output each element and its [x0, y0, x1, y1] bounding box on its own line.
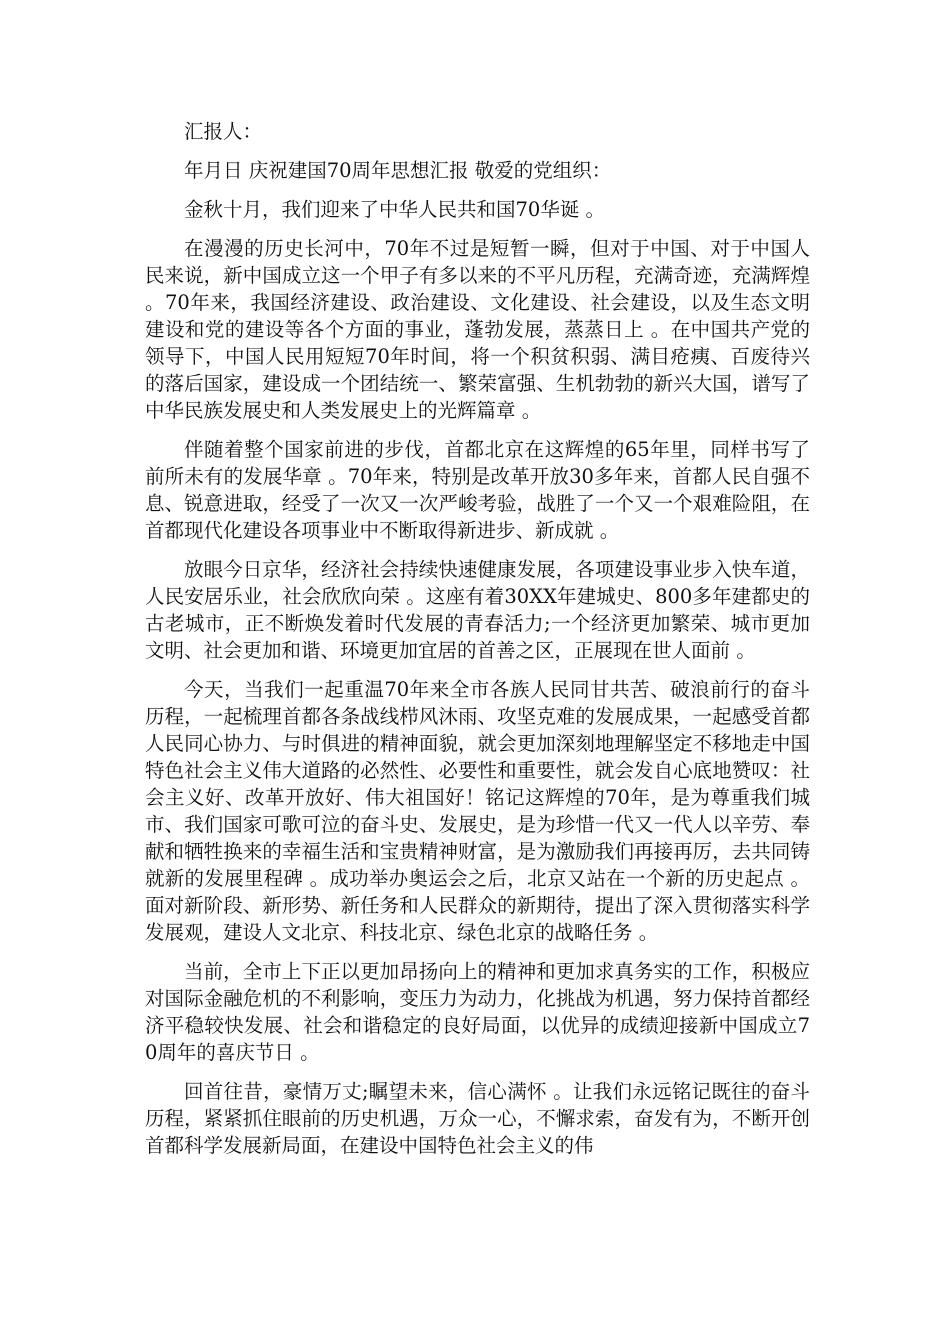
paragraph-7: 回首往昔，豪情万丈;瞩望未来，信心满怀 。让我们永远铭记既往的奋斗历程，紧紧抓住眼前的历史机遇，万众一心，不懈求索，奋发有为，不断开创首都科学发展新局面，在建设中国特色社会主义的伟 — [145, 1080, 810, 1157]
paragraph-5: 今天，当我们一起重温70年来全市各族人民同甘共苦、破浪前行的奋斗历程，一起梳理首都各条战线栉风沐雨、攻坚克难的发展成果，一起感受首都人民同心协力、与时俱进的精神面貌，就会更加深刻地理解坚定不移地走中国特色社会主义伟大道路的必然性、必要性和重要性，就会发自心底地赞叹：社会主义好、改革开放好、伟大祖国好！铭记这辉煌的70年，是为尊重我们城市、我们国家可歌可泣的奋斗史、发展史，是为珍惜一代又一代人以辛劳、奉献和牺牲换来的幸福生活和宝贵精神财富，是为激励我们再接再厉，去共同铸就新的发展里程碑 。成功举办奥运会之后，北京又站在一个新的历史起点 。面对新阶段、新形势、新任务和人民群众的新期待，提出了深入贯彻落实科学发展观，建设人文北京、科技北京、绿色北京的战略任务 。 — [145, 678, 810, 944]
date-title-line: 年月日 庆祝建国70周年思想汇报 敬爱的党组织： — [184, 159, 612, 182]
document-page — [145, 118, 810, 1171]
paragraph-4: 放眼今日京华，经济社会持续快速健康发展，各项建设事业步入快车道，人民安居乐业，社会欣欣向荣 。这座有着30XX年建城史、800多年建都史的古老城市，正不断焕发着时代发展的青春活力;一个经济更加繁荣、城市更加文明、社会更加和谐、环境更加宜居的首善之区，正展现在世人面前 。 — [145, 558, 810, 662]
paragraph-6: 当前，全市上下正以更加昂扬向上的精神和更加求真务实的工作，积极应对国际金融危机的不利影响，变压力为动力，化挑战为机遇，努力保持首都经济平稳较快发展、社会和谐稳定的良好局面，以优异的成绩迎接新中国成立70周年的喜庆节日 。 — [145, 960, 810, 1064]
reporter-line: 汇报人： — [184, 120, 263, 143]
paragraph-3: 伴随着整个国家前进的步伐，首都北京在这辉煌的65年里，同样书写了前所未有的发展华章 。70年来，特别是改革开放30多年来，首都人民自强不息、锐意进取，经受了一次又一次严峻考验，战胜了一个又一个艰难险阻，在首都现代化建设各项事业中不断取得新进步、新成就 。 — [145, 438, 810, 542]
paragraph-2: 在漫漫的历史长河中，70年不过是短暂一瞬，但对于中国、对于中国人民来说，新中国成立这一个甲子有多以来的不平凡历程，充满奇迹，充满辉煌 。70年来，我国经济建设、政治建设、文化建设、社会建设，以及生态文明建设和党的建设等各个方面的事业，蓬勃发展，蒸蒸日上 。在中国共产党的领导下，中国人民用短短70年时间，将一个积贫积弱、满目疮痍、百废待兴的落后国家，建设成一个团结统一、繁荣富强、生机勃勃的新兴大国，谱写了中华民族发展史和人类发展史上的光辉篇章 。 — [145, 237, 810, 422]
paragraph-1: 金秋十月，我们迎来了中华人民共和国70华诞 。 — [184, 198, 606, 221]
